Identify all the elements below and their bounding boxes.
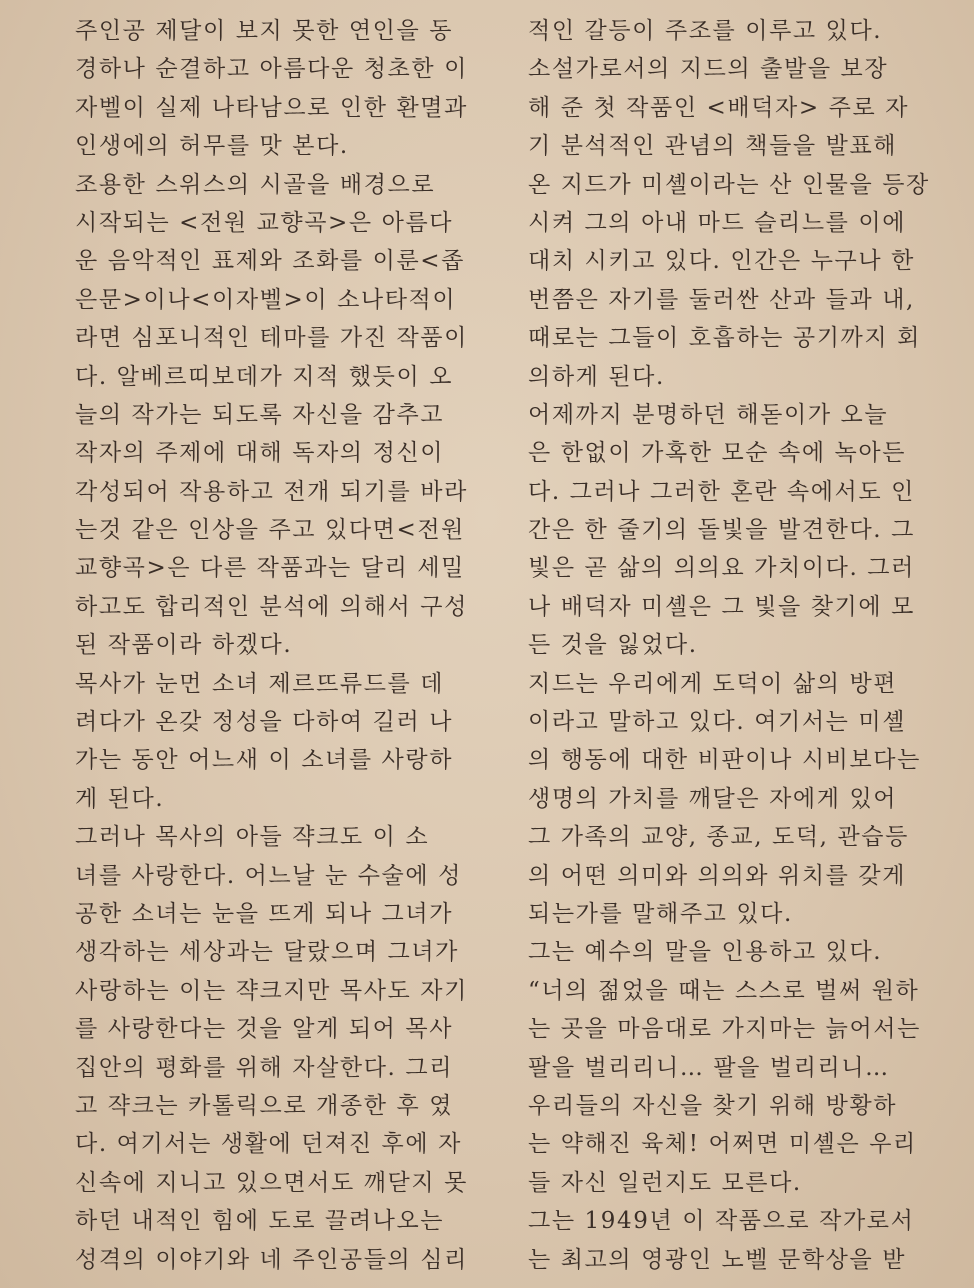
left-column-line: 가는 동안 어느새 이 소녀를 사랑하	[75, 747, 454, 774]
left-column-line: 하던 내적인 힘에 도로 끌려나오는	[75, 1208, 445, 1235]
left-column-line: 공한 소녀는 눈을 뜨게 되나 그녀가	[75, 900, 454, 927]
left-column-line: 생각하는 세상과는 달랐으며 그녀가	[75, 939, 460, 966]
left-column-line: 각성되어 작용하고 전개 되기를 바라	[75, 478, 468, 505]
right-column-line: 시켜 그의 아내 마드 슬리느를 이에	[528, 209, 907, 236]
right-column-line: 때로는 그들이 호흡하는 공기까지 회	[528, 325, 921, 352]
left-column-line: 교향곡>은 다른 작품과는 달리 세밀	[75, 555, 465, 582]
right-column-line: 는 약해진 육체! 어쩌면 미셸은 우리	[528, 1131, 917, 1158]
right-column-line: 해 준 첫 작품인 <배덕자> 주로 자	[528, 94, 910, 121]
left-column-line: 주인공 제달이 보지 못한 연인을 동	[75, 18, 454, 44]
left-column-line: 게 된다.	[75, 785, 165, 812]
left-column-line: 시작되는 <전원 교향곡>은 아름다	[75, 209, 454, 236]
right-column-line: 지드는 우리에게 도덕이 삶의 방편	[528, 670, 898, 697]
right-column-line: 온 지드가 미셸이라는 산 인물을 등장	[528, 171, 930, 198]
right-column-line: 나 배덕자 미셸은 그 빛을 찾기에 모	[528, 593, 915, 620]
left-column-line: 운 음악적인 표제와 조화를 이룬<좁	[75, 248, 465, 275]
right-column-line: 대치 시키고 있다. 인간은 누구나 한	[528, 248, 915, 275]
left-column-line: 된 작품이라 하겠다.	[75, 632, 293, 659]
left-column-line: 늘의 작가는 되도록 자신을 감추고	[75, 401, 445, 428]
left-column-line: 라면 심포니적인 테마를 가진 작품이	[75, 325, 468, 352]
right-column-line: 들 자신 일런지도 모른다.	[528, 1169, 802, 1196]
left-column-line: 고 쟉크는 카톨릭으로 개종한 후 였	[75, 1092, 454, 1119]
right-column-line: 소설가로서의 지드의 출발을 보장	[528, 56, 889, 83]
right-text-column	[528, 12, 938, 1279]
right-column-line: 는 최고의 영광인 노벨 문학상을 받	[528, 1246, 907, 1273]
right-column-line: 생명의 가치를 깨달은 자에게 있어	[528, 785, 898, 812]
right-column-line: 그는 예수의 말을 인용하고 있다.	[528, 939, 883, 966]
right-column-line: 의 어떤 의미와 의의와 위치를 갖게	[528, 862, 907, 889]
right-column-line: 어제까지 분명하던 해돋이가 오늘	[528, 401, 889, 428]
left-column-line: 신속에 지니고 있으면서도 깨닫지 못	[75, 1169, 468, 1196]
right-column-line: 이라고 말하고 있다. 여기서는 미셸	[528, 709, 907, 736]
right-column-line: 의 행동에 대한 비판이나 시비보다는	[528, 747, 921, 774]
right-column-line: “너의 젊었을 때는 스스로 벌써 원하	[528, 977, 920, 1004]
right-column-line: 우리들의 자신을 찾기 위해 방황하	[528, 1092, 898, 1119]
right-column-line: 그 가족의 교양, 종교, 도덕, 관습등	[528, 824, 909, 851]
left-column-line: 인생에의 허무를 맛 본다.	[75, 133, 349, 160]
right-column-line: 팔을 벌리리니… 팔을 벌리리니…	[528, 1054, 890, 1081]
left-column-line: 집안의 평화를 위해 자살한다. 그리	[75, 1054, 454, 1081]
left-column-line: 작자의 주제에 대해 독자의 정신이	[75, 440, 445, 467]
right-column-line: 은 한없이 가혹한 모순 속에 녹아든	[528, 440, 907, 467]
right-column-line: 되는가를 말해주고 있다.	[528, 900, 793, 927]
left-column-line: 목사가 눈먼 소녀 제르뜨류드를 데	[75, 670, 445, 697]
left-column-line: 다. 여기서는 생활에 던져진 후에 자	[75, 1131, 462, 1158]
left-column-line: 그러나 목사의 아들 쟉크도 이 소	[75, 824, 430, 851]
left-column-line: 경하나 순결하고 아름다운 청초한 이	[75, 56, 468, 83]
right-column-line: 적인 갈등이 주조를 이루고 있다.	[528, 18, 883, 44]
right-column-line: 기 분석적인 관념의 책들을 발표해	[528, 133, 898, 160]
left-column-line: 자벨이 실제 나타남으로 인한 환멸과	[75, 94, 468, 121]
right-column-line: 그는 1949년 이 작품으로 작가로서	[528, 1208, 915, 1235]
left-column-line: 는것 같은 인상을 주고 있다면<전원	[75, 517, 465, 544]
right-column-line: 의하게 된다.	[528, 363, 665, 390]
right-column-line: 번쯤은 자기를 둘러싼 산과 들과 내,	[528, 286, 915, 313]
left-column-line: 하고도 합리적인 분석에 의해서 구성	[75, 593, 468, 620]
left-column-line: 사랑하는 이는 쟉크지만 목사도 자기	[75, 977, 468, 1004]
left-text-column	[75, 12, 485, 1279]
right-column-line: 는 곳을 마음대로 가지마는 늙어서는	[528, 1016, 921, 1043]
right-column-line: 다. 그러나 그러한 혼란 속에서도 인	[528, 478, 915, 505]
left-column-line: 려다가 온갖 정성을 다하여 길러 나	[75, 709, 454, 736]
left-column-line: 다. 알베르띠보데가 지적 했듯이 오	[75, 363, 454, 390]
right-column-line: 빛은 곧 삶의 의의요 가치이다. 그러	[528, 555, 915, 582]
right-column-line: 든 것을 잃었다.	[528, 632, 698, 659]
left-column-line: 은문>이나<이자벨>이 소나타적이	[75, 286, 457, 313]
left-column-line: 조용한 스위스의 시골을 배경으로	[75, 171, 436, 198]
left-column-line: 성격의 이야기와 네 주인공들의 심리	[75, 1246, 468, 1273]
right-column-line: 간은 한 줄기의 돌빛을 발견한다. 그	[528, 517, 915, 544]
left-column-line: 를 사랑한다는 것을 알게 되어 목사	[75, 1016, 454, 1043]
left-column-line: 녀를 사랑한다. 어느날 눈 수술에 성	[75, 862, 462, 889]
